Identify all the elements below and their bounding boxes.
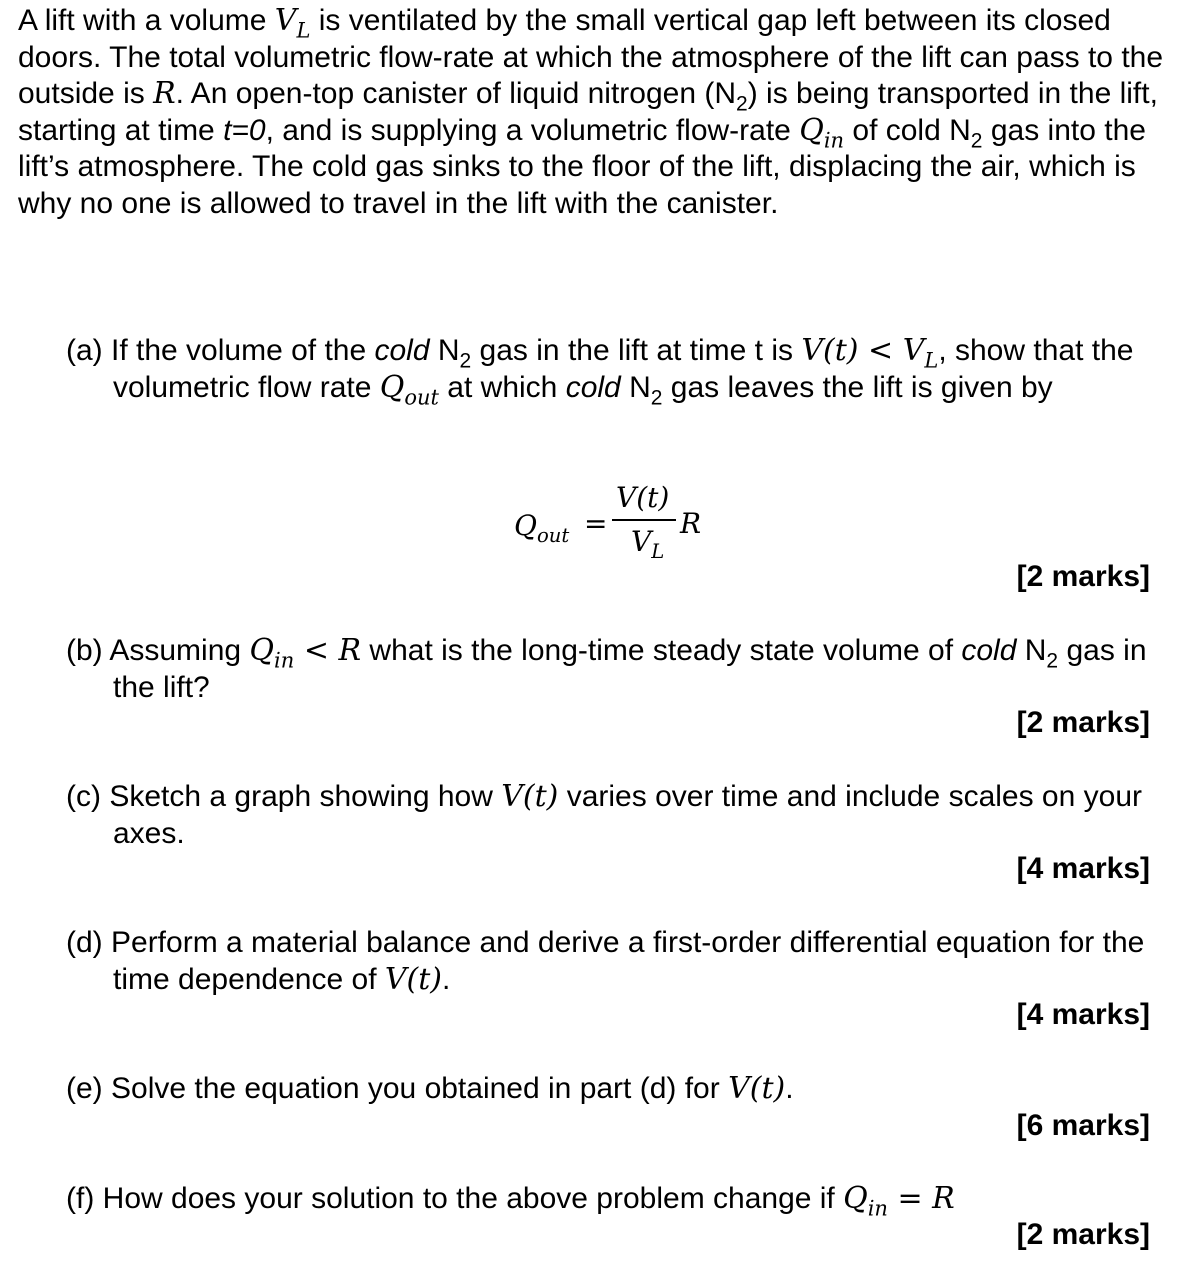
outflow-equation bbox=[514, 480, 714, 570]
nitrogen-subscript: 2 bbox=[459, 349, 472, 373]
relation-expression: < R bbox=[294, 633, 362, 668]
question-a-text bbox=[66, 333, 1166, 409]
question-text: varies over time and include scales on your axes. bbox=[113, 780, 1142, 850]
fraction-bar bbox=[612, 519, 676, 521]
emphasis-text: cold bbox=[565, 370, 621, 404]
inflow-symbol bbox=[843, 1181, 888, 1221]
marks-a: [2 marks] bbox=[1016, 560, 1150, 593]
symbol-subscript: L bbox=[924, 348, 939, 373]
question-text: Perform a material balance and derive a first-order differential equation for the time dependence of bbox=[111, 926, 1145, 996]
question-text: gas leaves the lift is given by bbox=[662, 370, 1053, 404]
question-d-text bbox=[66, 925, 1166, 998]
marks-e: [6 marks] bbox=[1016, 1109, 1150, 1142]
symbol-subscript: in bbox=[823, 127, 845, 152]
symbol-base: Q bbox=[843, 1181, 868, 1216]
question-b-text bbox=[66, 633, 1166, 706]
intro-text: of cold N bbox=[844, 113, 971, 147]
problem-statement bbox=[18, 3, 1188, 222]
question-text: . bbox=[442, 962, 451, 996]
emphasis-text: cold bbox=[374, 334, 430, 367]
symbol-base: Q bbox=[379, 369, 405, 405]
fraction-denominator bbox=[631, 524, 664, 561]
question-c-text bbox=[66, 779, 1166, 852]
symbol-subscript: in bbox=[867, 1196, 888, 1221]
emphasis-text: cold bbox=[961, 634, 1017, 667]
nitrogen-subscript: 2 bbox=[1046, 649, 1059, 673]
question-text: what is the long-time steady state volume of bbox=[361, 634, 962, 667]
fraction-numerator: V(t) bbox=[616, 481, 670, 514]
nitrogen-subscript: 2 bbox=[970, 128, 983, 152]
intro-text: . An open-top canister of liquid nitrogen (N bbox=[175, 77, 737, 110]
symbol-subscript: L bbox=[651, 539, 665, 563]
condition-expression: V(t) < V bbox=[801, 333, 925, 368]
question-part-f bbox=[66, 1181, 1166, 1221]
question-text: gas in the lift? bbox=[113, 634, 1147, 704]
inflow-symbol bbox=[249, 633, 295, 673]
question-text: Sketch a graph showing how bbox=[109, 780, 502, 813]
outflow-symbol bbox=[379, 369, 439, 409]
marks-c: [4 marks] bbox=[1016, 852, 1150, 885]
symbol-subscript: in bbox=[274, 648, 295, 673]
flow-rate-symbol: R bbox=[153, 76, 176, 111]
marks-d: [4 marks] bbox=[1016, 998, 1150, 1031]
marks-f: [2 marks] bbox=[1016, 1218, 1150, 1251]
nitrogen-subscript: 2 bbox=[736, 92, 748, 116]
intro-text: ) is being transported in the lift, starting at time bbox=[18, 77, 1158, 147]
question-f-text bbox=[66, 1181, 1166, 1221]
question-text: at which bbox=[438, 370, 566, 404]
symbol-base: V bbox=[631, 525, 652, 558]
symbol-subscript: out bbox=[404, 384, 439, 409]
initial-time: t=0 bbox=[223, 113, 266, 147]
question-label: (d) bbox=[66, 926, 111, 959]
question-part-d bbox=[66, 925, 1166, 998]
intro-text: , and is supplying a volumetric flow-rate bbox=[265, 113, 800, 147]
question-part-c bbox=[66, 779, 1166, 852]
flow-rate-symbol: R bbox=[680, 507, 702, 540]
volume-function: V(t) bbox=[501, 779, 559, 814]
question-text: N bbox=[1016, 634, 1047, 667]
intro-text: A lift with a volume bbox=[18, 4, 275, 37]
symbol-base: Q bbox=[249, 633, 275, 668]
equation-lhs bbox=[514, 508, 569, 545]
question-text: If the volume of the bbox=[111, 334, 375, 367]
lift-volume-symbol bbox=[274, 3, 311, 43]
equals-sign: = bbox=[584, 507, 608, 540]
volume-condition bbox=[801, 333, 939, 373]
question-label: (c) bbox=[66, 780, 110, 813]
question-part-b bbox=[66, 633, 1166, 706]
question-text: . bbox=[785, 1072, 794, 1105]
symbol-base: Q bbox=[799, 112, 824, 148]
question-text: gas in the lift at time t is bbox=[471, 334, 802, 367]
question-label: (a) bbox=[66, 334, 111, 367]
question-text: N bbox=[620, 370, 651, 404]
inflow-symbol bbox=[799, 112, 845, 152]
symbol-subscript: L bbox=[296, 18, 311, 43]
question-text: N bbox=[429, 334, 460, 367]
question-text: How does your solution to the above problem change if bbox=[102, 1182, 844, 1215]
question-label: (b) bbox=[66, 634, 110, 667]
volume-function: V(t) bbox=[384, 961, 443, 997]
question-label: (e) bbox=[66, 1072, 111, 1105]
question-text: Solve the equation you obtained in part (d) for bbox=[111, 1072, 729, 1105]
symbol-subscript: out bbox=[536, 523, 570, 547]
intro-text: is ventilated by the small vertical gap left between its closed doors. The total volumetric flow-rate at which the atmosphere of the lift can pass to the outside is bbox=[18, 4, 1164, 110]
symbol-base: Q bbox=[514, 509, 537, 542]
nitrogen-subscript: 2 bbox=[650, 385, 663, 409]
relation-expression: = R bbox=[887, 1181, 955, 1216]
symbol-base: V bbox=[274, 3, 297, 38]
volume-function: V(t) bbox=[728, 1071, 786, 1106]
marks-b: [2 marks] bbox=[1016, 706, 1150, 739]
intro-text: gas into the lift’s atmosphere. The cold gas sinks to the floor of the lift, displacing the air, which is why no one is allowed to travel in the lift with the canister. bbox=[18, 113, 1146, 220]
question-part-a bbox=[66, 333, 1166, 409]
question-e-text bbox=[66, 1071, 1166, 1108]
question-label: (f) bbox=[66, 1182, 103, 1215]
question-text: Assuming bbox=[109, 634, 250, 667]
question-part-e bbox=[66, 1071, 1166, 1108]
question-text: , show that the volumetric flow rate bbox=[113, 334, 1134, 404]
